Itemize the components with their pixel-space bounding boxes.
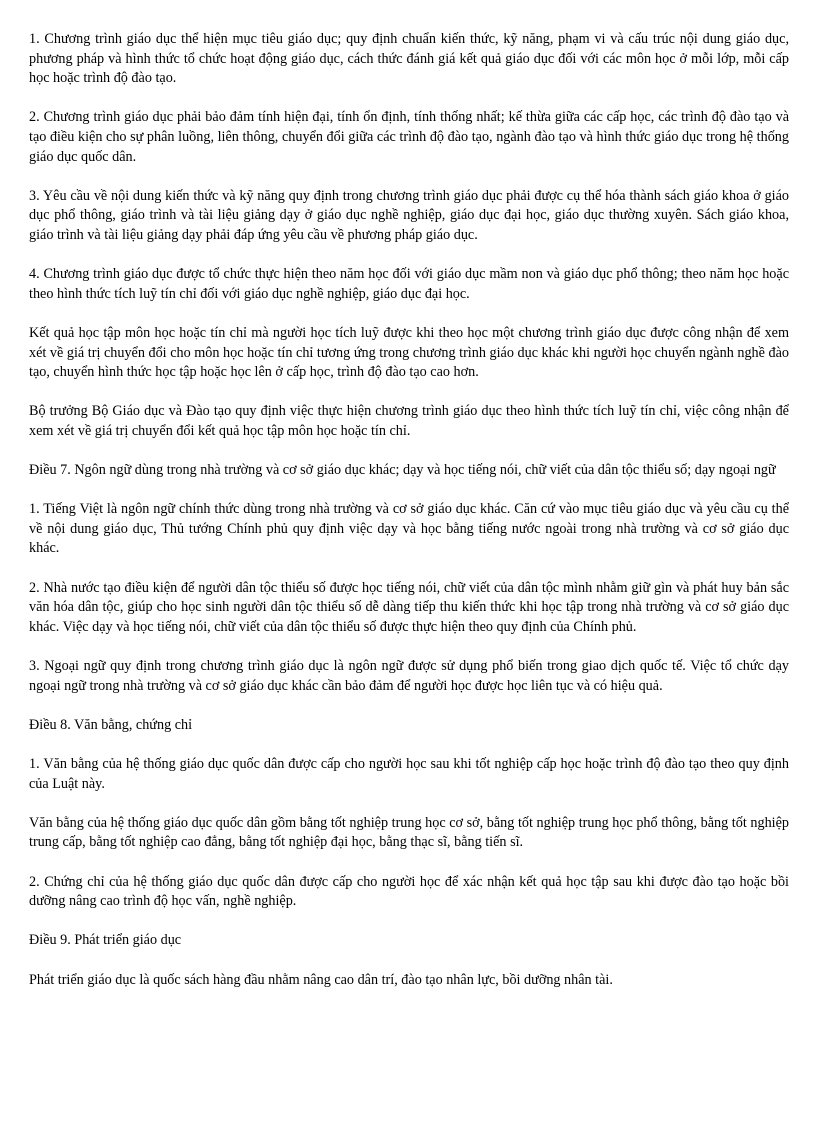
paragraph-diploma-list: Văn bằng của hệ thống giáo dục quốc dân gồm bằng tốt nghiệp trung học cơ sở, bằng tốt nghiệp trung học phổ thông, bằng tốt nghiệp trung cấp, bằng tốt nghiệp cao đẳng, bằng tốt nghiệp đại học, bằng thạc sĩ, bằng tiến sĩ. — [29, 814, 789, 851]
paragraph-development: Phát triển giáo dục là quốc sách hàng đầu nhằm nâng cao dân trí, đào tạo nhân lực, bồi dưỡng nhân tài. — [29, 971, 613, 988]
paragraph-credit-transfer: Kết quả học tập môn học hoặc tín chỉ mà người học tích luỹ được khi theo học một chương trình giáo dục được công nhận để xem xét về giá trị chuyển đổi cho môn học hoặc tín chỉ tương ứng trong chương trình giáo dục khác khi người học chuyển ngành nghề đào tạo, chuyển hình thức học tập hoặc học lên ở cấp học, trình độ đào tạo cao hơn. — [29, 324, 789, 381]
article-8-heading: Điều 8. Văn bằng, chứng chỉ — [29, 716, 193, 733]
document-page — [29, 30, 789, 1010]
article-7-heading: Điều 7. Ngôn ngữ dùng trong nhà trường và cơ sở giáo dục khác; dạy và học tiếng nói, chữ viết của dân tộc thiểu số; dạy ngoại ngữ — [29, 462, 776, 479]
paragraph-minister-regulation: Bộ trưởng Bộ Giáo dục và Đào tạo quy định việc thực hiện chương trình giáo dục theo hình thức tích luỹ tín chỉ, việc công nhận để xem xét về giá trị chuyển đổi kết quả học tập môn học hoặc tín chỉ. — [29, 403, 789, 439]
paragraph-language-2: 2. Nhà nước tạo điều kiện để người dân tộc thiểu số được học tiếng nói, chữ viết của dân tộc mình nhằm giữ gìn và phát huy bản sắc văn hóa dân tộc, giúp cho học sinh người dân tộc thiểu số dễ dàng tiếp thu kiến thức khi học tập trong nhà trường và cơ sở giáo dục khác. Việc dạy và học tiếng nói, chữ viết của dân tộc thiểu số được thực hiện theo quy định của Chính phủ. — [29, 579, 789, 635]
paragraph-curriculum-2: 2. Chương trình giáo dục phải bảo đảm tính hiện đại, tính ổn định, tính thống nhất; kế thừa giữa các cấp học, các trình độ đào tạo và tạo điều kiện cho sự phân luồng, liên thông, chuyển đổi giữa các trình độ đào tạo, ngành đào tạo và hình thức giáo dục trong hệ thống giáo dục quốc dân. — [29, 109, 789, 165]
paragraph-curriculum-3: 3. Yêu cầu về nội dung kiến thức và kỹ năng quy định trong chương trình giáo dục phải được cụ thể hóa thành sách giáo khoa ở giáo dục phổ thông, giáo trình và tài liệu giảng dạy ở giáo dục nghề nghiệp, giáo dục đại học, giáo dục thường xuyên. Sách giáo khoa, giáo trình và tài liệu giảng dạy phải đáp ứng yêu cầu về phương pháp giáo dục. — [29, 187, 789, 243]
article-9-heading: Điều 9. Phát triển giáo dục — [29, 932, 182, 949]
paragraph-curriculum-4: 4. Chương trình giáo dục được tổ chức thực hiện theo năm học đối với giáo dục mầm non và giáo dục phổ thông; theo năm học hoặc theo hình thức tích luỹ tín chỉ đối với giáo dục nghề nghiệp, giáo dục đại học. — [29, 266, 789, 302]
paragraph-curriculum-1: 1. Chương trình giáo dục thể hiện mục tiêu giáo dục; quy định chuẩn kiến thức, kỹ năng, phạm vi và cấu trúc nội dung giáo dục, phương pháp và hình thức tổ chức hoạt động giáo dục, cách thức đánh giá kết quả giáo dục đối với các môn học ở mỗi lớp, mỗi cấp học hoặc trình độ đào tạo. — [29, 31, 789, 87]
paragraph-language-3: 3. Ngoại ngữ quy định trong chương trình giáo dục là ngôn ngữ được sử dụng phổ biến trong giao dịch quốc tế. Việc tổ chức dạy ngoại ngữ trong nhà trường và cơ sở giáo dục khác cần bảo đảm để người học được học liên tục và có hiệu quả. — [29, 658, 789, 694]
paragraph-diploma-1: 1. Văn bằng của hệ thống giáo dục quốc dân được cấp cho người học sau khi tốt nghiệp cấp học hoặc trình độ đào tạo theo quy định của Luật này. — [29, 755, 789, 792]
paragraph-certificate-2: 2. Chứng chỉ của hệ thống giáo dục quốc dân được cấp cho người học để xác nhận kết quả học tập sau khi được đào tạo hoặc bồi dưỡng nâng cao trình độ học vấn, nghề nghiệp. — [29, 873, 789, 910]
paragraph-language-1: 1. Tiếng Việt là ngôn ngữ chính thức dùng trong nhà trường và cơ sở giáo dục khác. Căn cứ vào mục tiêu giáo dục và yêu cầu cụ thể về nội dung giáo dục, Thủ tướng Chính phủ quy định việc dạy và học bằng tiếng nước ngoài trong nhà trường và cơ sở giáo dục khác. — [29, 501, 789, 557]
